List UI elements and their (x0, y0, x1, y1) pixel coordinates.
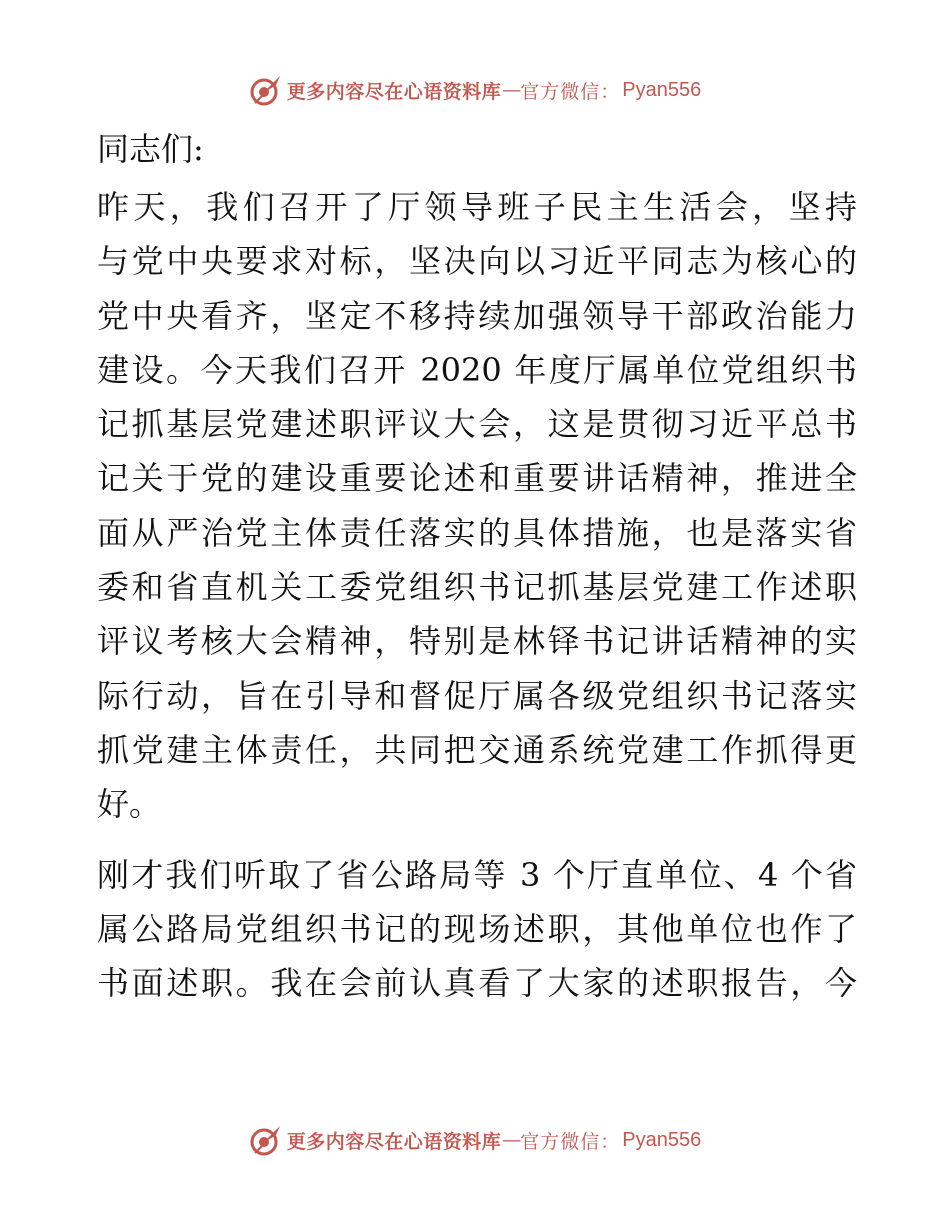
text-line: 记关于党的建设重要论述和重要讲话精神，推进全 (97, 459, 857, 498)
text-line: 记抓基层党建述职评议大会，这是贯彻习近平总书 (97, 405, 857, 444)
text-line: 昨天，我们召开了厅领导班子民主生活会，坚持 (97, 188, 857, 226)
salutation: 同志们: (97, 130, 204, 168)
paragraph-2 (97, 848, 857, 1011)
text-line: 属公路局党组织书记的现场述职，其他单位也作了 (97, 909, 857, 948)
quill-logo-icon (249, 73, 283, 107)
text-line: 面从严治党主体责任落实的具体措施，也是落实省 (97, 513, 857, 552)
text-line: 建设。今天我们召开 2020 年度厅属单位党组织书 (97, 350, 857, 389)
text-line: 评议考核大会精神，特别是林铎书记讲话精神的实 (97, 622, 857, 661)
banner-wechat-label: 官方微信： (520, 1130, 621, 1153)
text-line: 党中央看齐，坚定不移持续加强领导干部政治能力 (97, 296, 857, 335)
header-banner[interactable] (0, 72, 950, 108)
text-line: 刚才我们听取了省公路局等 3 个厅直单位、4 个省 (97, 855, 857, 894)
text-line: 与党中央要求对标，坚决向以习近平同志为核心的 (97, 242, 857, 281)
footer-banner[interactable] (0, 1122, 950, 1158)
text-line: 际行动，旨在引导和督促厅属各级党组织书记落实 (97, 676, 857, 715)
text-line: 书面述职。我在会前认真看了大家的述职报告，今 (97, 964, 857, 1003)
banner-site-text: 更多内容尽在心语资料库 (286, 1130, 502, 1153)
text-line: 委和省直机关工委党组织书记抓基层党建工作述职 (97, 568, 857, 607)
banner-wechat-id: Pyan556 (622, 78, 702, 101)
banner-dash: — (502, 79, 520, 101)
banner-site-text: 更多内容尽在心语资料库 (286, 80, 502, 103)
paragraph-1 (97, 180, 857, 832)
quill-logo-icon (249, 1123, 283, 1157)
banner-dash: — (502, 1129, 520, 1151)
banner-wechat-id: Pyan556 (622, 1128, 702, 1151)
text-line: 抓党建主体责任，共同把交通系统党建工作抓得更 (97, 730, 857, 769)
document-body (97, 124, 857, 1026)
banner-wechat-label: 官方微信： (520, 80, 621, 103)
text-line: 好。 (97, 785, 162, 824)
